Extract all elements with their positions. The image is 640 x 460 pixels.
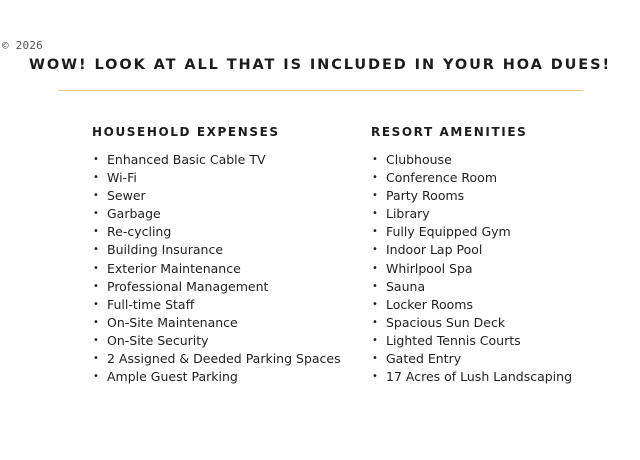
bullet-icon: • (93, 208, 99, 220)
bullet-icon: • (372, 190, 378, 202)
list-item (92, 223, 341, 241)
list-item (371, 368, 572, 386)
list-item-label: On-Site Security (107, 332, 209, 348)
bullet-icon: • (93, 244, 99, 256)
list-item (92, 350, 341, 368)
bullet-icon: • (93, 154, 99, 165)
list-item-label: Garbage (107, 206, 161, 222)
list-item (371, 296, 572, 314)
list-item (371, 260, 572, 278)
list-item-label: Conference Room (386, 170, 497, 186)
list-item-label: Fully Equipped Gym (386, 224, 511, 240)
list-item (371, 187, 572, 205)
list-item-label: Spacious Sun Deck (386, 314, 506, 330)
list-item (92, 151, 341, 169)
list-item-label: Lighted Tennis Courts (386, 332, 521, 348)
bullet-icon: • (93, 371, 99, 383)
list-item-label: 17 Acres of Lush Landscaping (386, 369, 573, 385)
bullet-icon: • (372, 208, 378, 220)
bullet-icon: • (93, 316, 99, 328)
bullet-icon: • (372, 244, 378, 256)
bullet-icon: • (93, 334, 99, 346)
list-item-label: Ample Guest Parking (107, 369, 238, 385)
list-item-label: Enhanced Basic Cable TV (107, 152, 266, 167)
list-item (371, 151, 572, 169)
bullet-icon: • (372, 154, 378, 165)
resort-amenities-list (371, 151, 572, 386)
bullet-icon: • (93, 280, 99, 292)
list-item (371, 223, 572, 241)
list-item-label: Locker Rooms (386, 296, 473, 312)
list-item-label: Whirlpool Spa (386, 260, 473, 276)
list-item-label: Wi-Fi (107, 170, 137, 186)
bullet-icon: • (372, 334, 378, 346)
list-item-label: Party Rooms (386, 188, 465, 204)
bullet-icon: • (93, 262, 99, 274)
list-item (92, 241, 341, 259)
household-expenses-list (92, 151, 341, 386)
list-item-label: Clubhouse (386, 152, 452, 167)
bullet-icon: • (93, 190, 99, 202)
list-item (371, 350, 572, 368)
list-item-label: On-Site Maintenance (107, 314, 238, 330)
list-item (371, 332, 572, 350)
bullet-icon: • (372, 226, 378, 238)
list-item (92, 169, 341, 187)
list-item-label: Re-cycling (107, 224, 172, 240)
resort-amenities-title: RESORT AMENITIES (371, 125, 528, 139)
list-item-label: 2 Assigned & Deeded Parking Spaces (107, 351, 341, 367)
list-item (92, 296, 341, 314)
list-item (371, 241, 572, 259)
bullet-icon: • (372, 371, 378, 383)
list-item-label: Sauna (386, 278, 426, 294)
household-expenses-column (92, 125, 341, 386)
page-headline: WOW! LOOK AT ALL THAT IS INCLUDED IN YOUR HOA DUES! (29, 57, 611, 73)
list-item (92, 368, 341, 386)
list-item (92, 187, 341, 205)
list-item-label: Building Insurance (107, 242, 224, 258)
list-item (371, 205, 572, 223)
bullet-icon: • (372, 298, 378, 310)
resort-amenities-column (371, 125, 572, 386)
list-item (92, 205, 341, 223)
bullet-icon: • (372, 262, 378, 274)
bullet-icon: • (93, 353, 99, 365)
list-item (92, 278, 341, 296)
list-item (92, 332, 341, 350)
list-item-label: Professional Management (107, 278, 269, 294)
bullet-icon: • (93, 298, 99, 310)
list-item (371, 314, 572, 332)
bullet-icon: • (93, 226, 99, 238)
bullet-icon: • (372, 353, 378, 365)
bullet-icon: • (93, 172, 99, 184)
list-item-label: Library (386, 206, 430, 222)
bullet-icon: • (372, 172, 378, 184)
list-item-label: Sewer (107, 188, 146, 204)
bullet-icon: • (372, 280, 378, 292)
copyright-watermark: © 2026 (2, 39, 43, 52)
list-item (92, 314, 341, 332)
bullet-icon: • (372, 316, 378, 328)
list-item-label: Gated Entry (386, 351, 462, 367)
list-item-label: Indoor Lap Pool (386, 242, 483, 258)
list-item (371, 278, 572, 296)
list-item (92, 260, 341, 278)
household-expenses-title: HOUSEHOLD EXPENSES (92, 125, 280, 139)
list-item-label: Exterior Maintenance (107, 260, 241, 276)
divider-rule (58, 90, 583, 91)
list-item-label: Full-time Staff (107, 296, 195, 312)
list-item (371, 169, 572, 187)
